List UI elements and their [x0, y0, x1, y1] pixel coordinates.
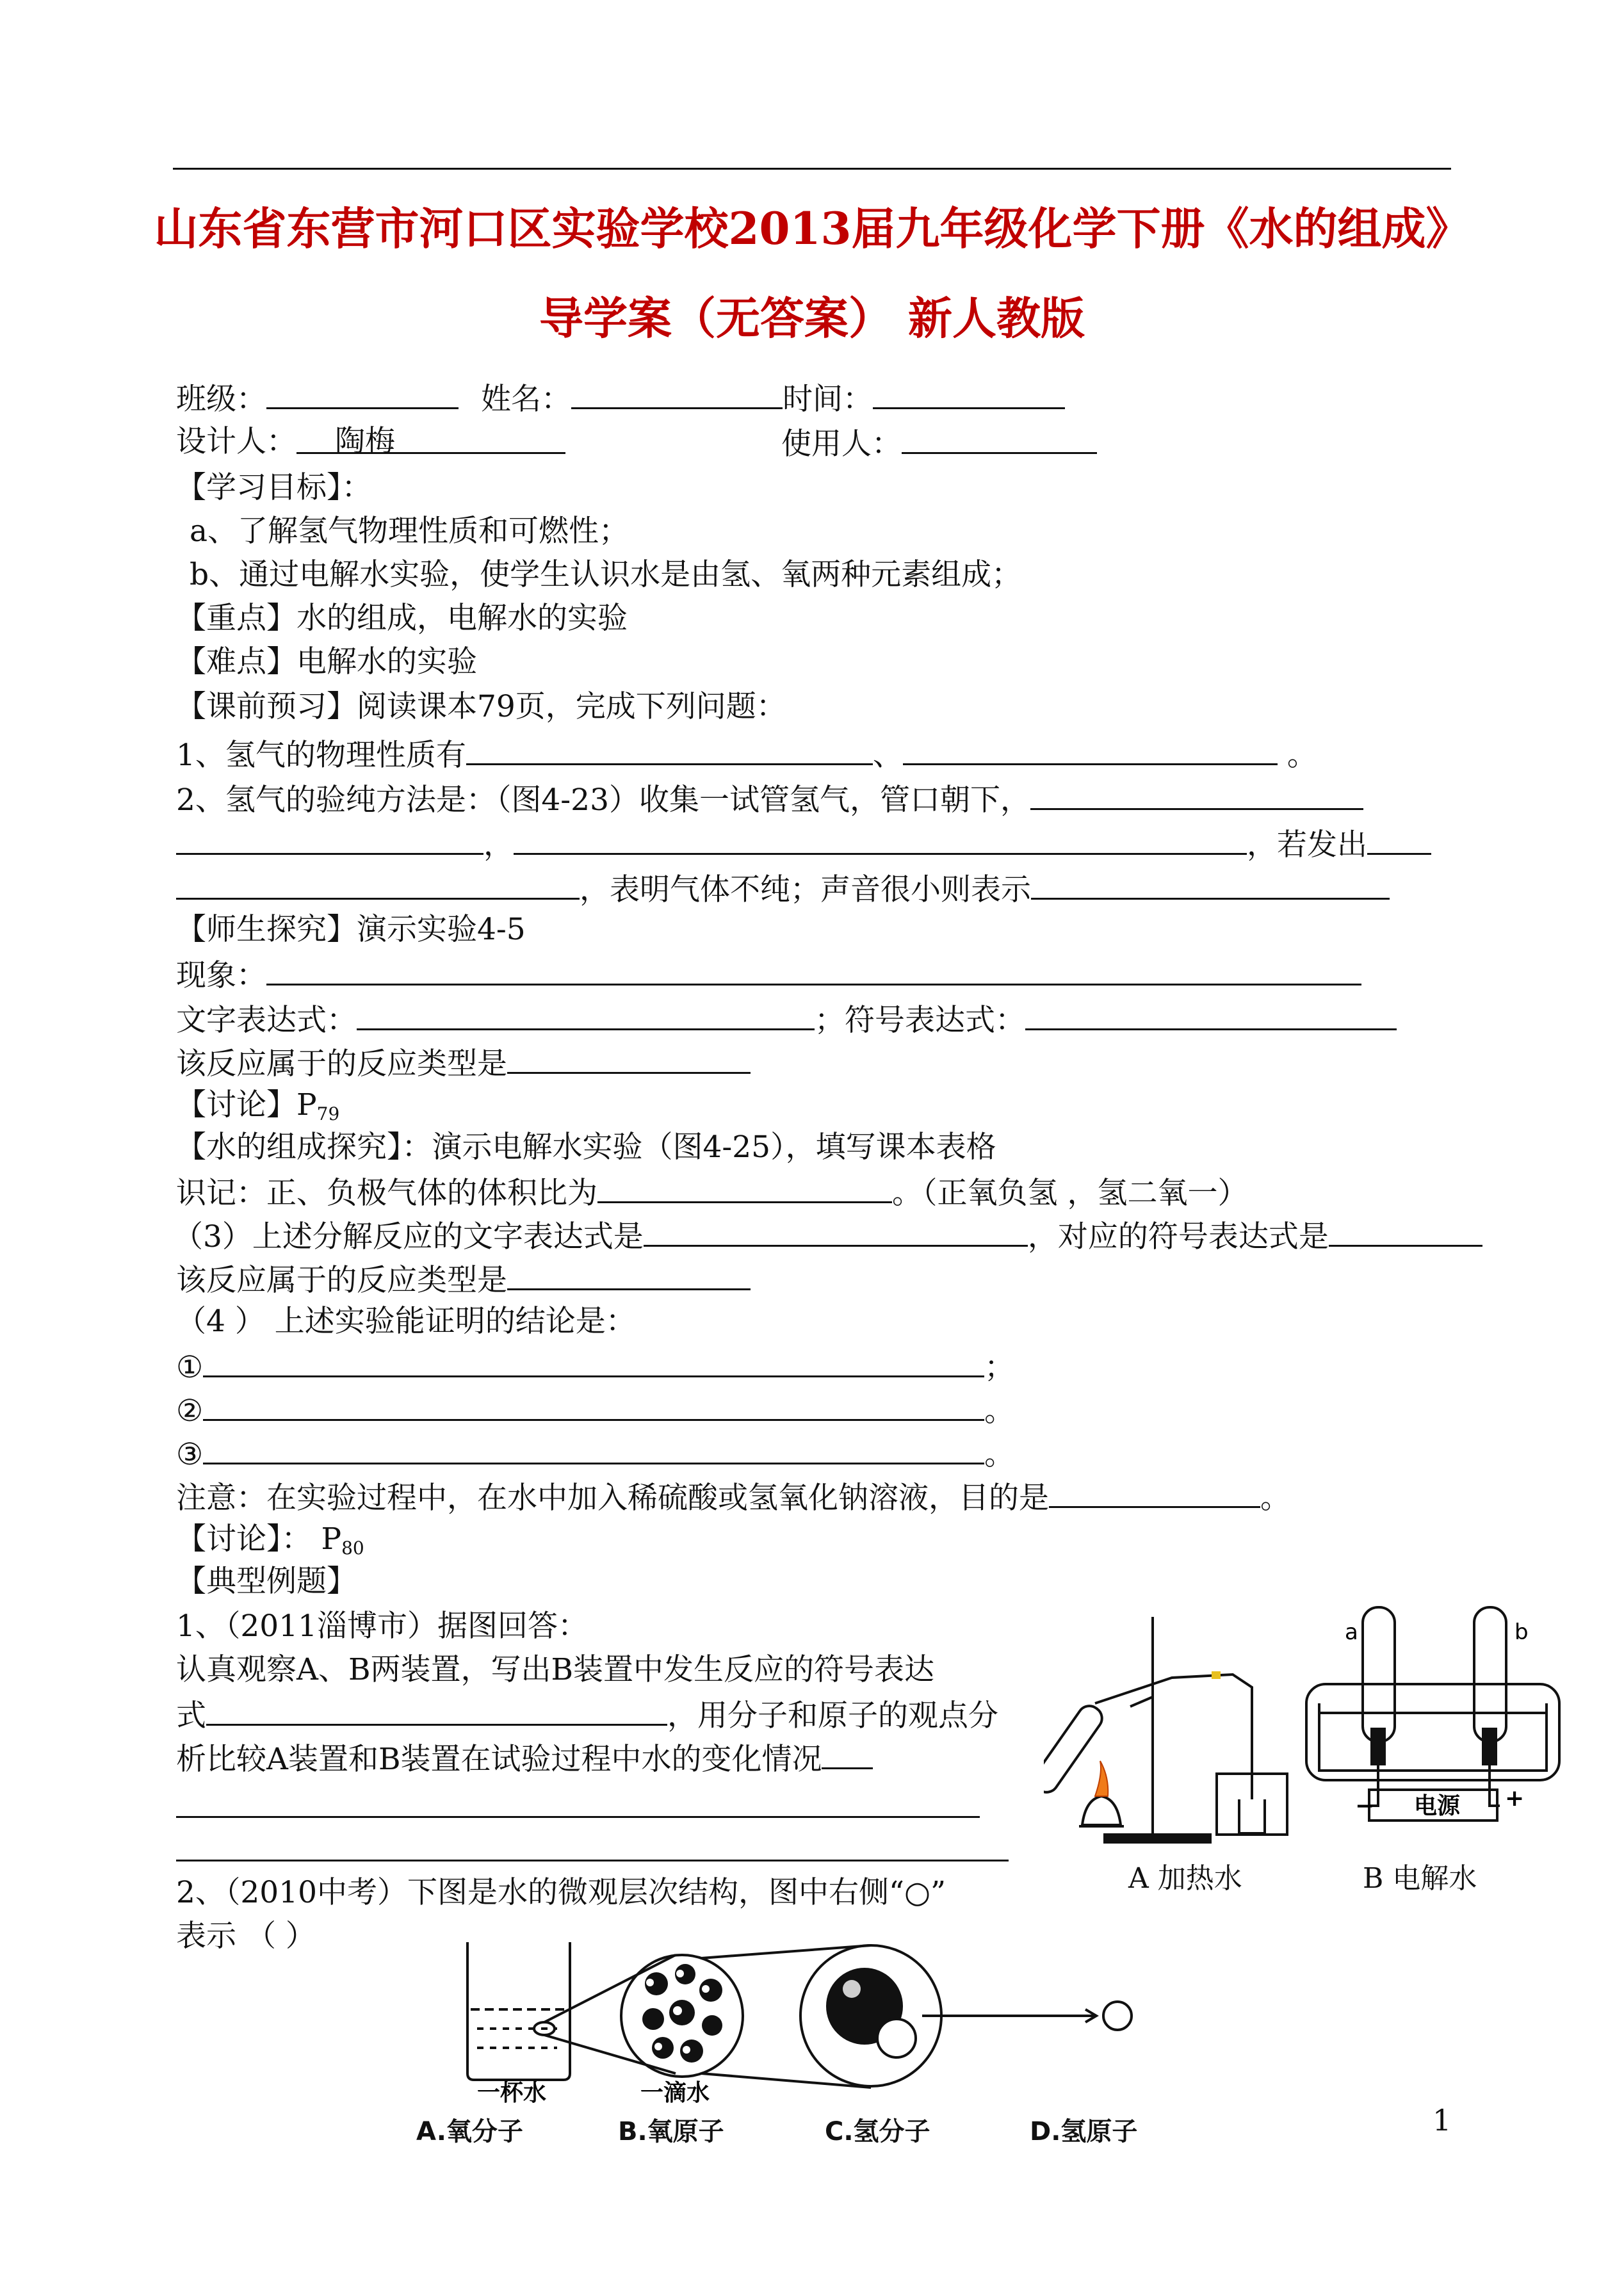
- option-c[interactable]: C.氢分子: [825, 2117, 930, 2146]
- e1-symbol-eq-field[interactable]: [206, 1696, 667, 1726]
- svg-text:电源: 电源: [1414, 1793, 1461, 1819]
- purpose-field[interactable]: [1049, 1478, 1260, 1508]
- phenomenon-row: 现象：: [176, 955, 1361, 994]
- discuss-p79: 【讨论】$P_{79}$: [176, 1087, 340, 1124]
- conclusion-3: ③ 。: [176, 1434, 1014, 1473]
- reaction-type-field-2[interactable]: [507, 1260, 751, 1290]
- q3-row: （3）上述分解反应的文字表达式是 ，对应的符号表达式是: [173, 1217, 1482, 1255]
- q2-blank-2[interactable]: [176, 825, 483, 855]
- q1-blank-1[interactable]: [466, 735, 873, 765]
- heating-apparatus: [1044, 1617, 1287, 1842]
- caption-heating-water: A 加热水: [1128, 1862, 1242, 1895]
- q2-blank-1[interactable]: [1030, 780, 1363, 810]
- reaction-type-row-2: 该反应属于的反应类型是: [176, 1260, 751, 1299]
- designer-field: 陶梅: [296, 424, 565, 454]
- example-1-line2: 式 ，用分子和原子的观点分: [176, 1696, 998, 1734]
- conclusion-1-field[interactable]: [203, 1347, 984, 1377]
- q3-word-eq-field[interactable]: [644, 1217, 1028, 1247]
- reaction-type-field-1[interactable]: [507, 1044, 751, 1074]
- svg-text:b: b: [1514, 1619, 1529, 1645]
- caption-electrolysis: B 电解水: [1363, 1862, 1477, 1895]
- time-field[interactable]: [873, 379, 1065, 409]
- svg-text:+: +: [1505, 1785, 1525, 1812]
- conclusion-3-field[interactable]: [203, 1434, 984, 1464]
- top-rule: [173, 168, 1451, 170]
- memo-row: 识记：正、负极气体的体积比为 。（正氧负氢 ，氢二氧一）: [176, 1173, 1247, 1212]
- water-structure-figure: [448, 1933, 1178, 2105]
- q2-blank-6[interactable]: [1031, 870, 1390, 900]
- option-a[interactable]: A.氧分子: [416, 2117, 523, 2146]
- symbol-equation-field[interactable]: [1025, 1000, 1397, 1030]
- example-2-line1: 2、（2010中考）下图是水的微观层次结构，图中右侧“○”: [176, 1875, 946, 1910]
- examples-heading: 【典型例题】: [176, 1564, 357, 1599]
- example-1-title: 1、（2011淄博市）据图回答：: [176, 1609, 589, 1644]
- class-field[interactable]: [266, 379, 459, 409]
- user-row: 使用人：: [781, 424, 1097, 462]
- q4-row: （4 ） 上述实验能证明的结论是：: [176, 1304, 636, 1339]
- flame-icon: [1095, 1761, 1108, 1796]
- preview-q1: 1、氢气的物理性质有 、 。: [176, 735, 1317, 774]
- preview-q2-line3: ，表明气体不纯；声音很小则表示: [176, 870, 1390, 908]
- name-field[interactable]: [571, 379, 783, 409]
- e1-analysis-field-3[interactable]: [176, 1860, 1009, 1861]
- explore-heading: 【师生探究】演示实验4-5: [176, 912, 526, 947]
- preview-q2-line1: 2、氢气的验纯方法是：（图4-23）收集一试管氢气，管口朝下，: [176, 780, 1363, 818]
- q2-blank-4[interactable]: [1367, 825, 1431, 855]
- e1-analysis-field-1[interactable]: [822, 1739, 873, 1769]
- conclusion-2-field[interactable]: [203, 1391, 984, 1421]
- yellow-band: [1212, 1671, 1221, 1679]
- e1-analysis-field-2[interactable]: [176, 1816, 980, 1818]
- option-b[interactable]: B.氧原子: [618, 2117, 724, 2146]
- example-2-line2: 表示 （ ）: [176, 1918, 316, 1954]
- page-title: 山东省东营市河口区实验学校2013届九年级化学下册《水的组成》: [154, 203, 1470, 255]
- option-d[interactable]: D.氢原子: [1030, 2117, 1138, 2146]
- water-heading: 【水的组成探究】：演示电解水实验（图4-25），填写课本表格: [176, 1130, 996, 1165]
- example-1-line3: 析比较A装置和B装置在试验过程中水的变化情况: [176, 1739, 873, 1778]
- conclusion-1: ① ；: [176, 1347, 1014, 1386]
- svg-text:−: −: [1355, 1793, 1375, 1819]
- preview-heading: 【课前预习】阅读课本79页，完成下列问题：: [176, 689, 786, 724]
- designer-row: 设计人： 陶梅: [176, 424, 565, 460]
- label-drop-of-water: 一滴水: [640, 2080, 710, 2105]
- conclusion-2: ② 。: [176, 1391, 1014, 1429]
- word-equation-field[interactable]: [357, 1000, 815, 1030]
- q2-blank-3[interactable]: [514, 825, 1247, 855]
- label-cup-of-water: 一杯水: [477, 2080, 547, 2105]
- page-subtitle: 导学案（无答案） 新人教版: [539, 293, 1085, 345]
- goal-a: a、了解氢气物理性质和可燃性；: [190, 514, 629, 549]
- note-row: 注意：在实验过程中，在水中加入稀硫酸或氢氧化钠溶液，目的是 。: [176, 1478, 1290, 1516]
- preview-q2-line2: ， ，若发出: [176, 825, 1431, 863]
- goals-heading: 【学习目标】：: [176, 470, 372, 505]
- phenomenon-field[interactable]: [266, 955, 1361, 985]
- reaction-type-row-1: 该反应属于的反应类型是: [176, 1044, 751, 1082]
- q3-symbol-eq-field[interactable]: [1329, 1217, 1482, 1247]
- apparatus-figure: [1044, 1601, 1575, 1851]
- discuss-p80: 【讨论】： $P_{80}$: [176, 1521, 364, 1559]
- equation-row: 文字表达式： ；符号表达式：: [176, 1000, 1397, 1039]
- svg-text:a: a: [1345, 1619, 1358, 1645]
- volume-ratio-field[interactable]: [597, 1173, 892, 1203]
- key-point: 【重点】水的组成，电解水的实验: [176, 601, 628, 636]
- beaker-icon: [467, 1942, 570, 2080]
- atom-circle: [1103, 2002, 1132, 2030]
- q1-blank-2[interactable]: [903, 735, 1278, 765]
- example-1-line1: 认真观察A、B两装置，写出B装置中发生反应的符号表达: [176, 1652, 935, 1687]
- user-field[interactable]: [902, 424, 1097, 454]
- q2-blank-5[interactable]: [176, 870, 580, 900]
- difficulty: 【难点】电解水的实验: [176, 644, 477, 679]
- class-name-time-row: 班级： 姓名： 时间：: [176, 379, 1065, 418]
- page-number: 1: [1433, 2103, 1452, 2137]
- goal-b: b、通过电解水实验，使学生认识水是由氢、氧两种元素组成；: [190, 557, 1022, 592]
